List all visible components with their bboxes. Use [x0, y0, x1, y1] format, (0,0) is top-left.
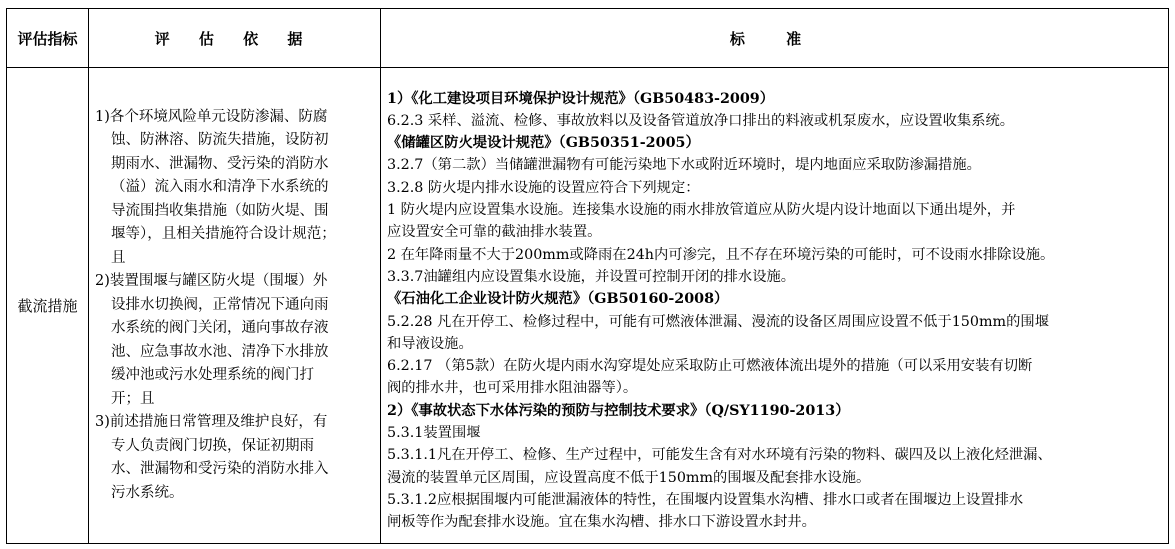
indicator-cell: 截流措施 [7, 68, 89, 544]
basis-line: 水系统的阀门关闭，通向事故存液 [111, 320, 329, 337]
basis-line: 池、应急事故水池、清净下水排放 [111, 343, 329, 360]
header-standard: 标 准 [381, 9, 1169, 68]
standard-heading: 1）《化工建设项目环境保护设计规范》（GB50483-2009） [387, 90, 775, 107]
basis-line: 开；且 [111, 390, 155, 407]
basis-line: 期雨水、泄漏物、受污染的消防水 [111, 155, 329, 172]
basis-line: 2)装置围堰与罐区防火堤（围堰）外 [95, 273, 328, 290]
table-header-row [7, 9, 1169, 68]
standard-heading: 2）《事故状态下水体污染的预防与控制技术要求》（Q/SY1190-2013） [387, 402, 850, 419]
basis-line: 1)各个环境风险单元设防渗漏、防腐 [95, 108, 328, 125]
basis-line: 堰等），且相关措施符合设计规范； [111, 226, 336, 243]
standard-line: 应设置安全可靠的截油排水装置。 [387, 224, 602, 241]
header-basis: 评 估 依 据 [89, 9, 381, 68]
standard-line: 5.2.28 凡在开停工、检修过程中，可能有可燃液体泄漏、漫流的设备区周围应设置不低于150mm的围堰 [387, 313, 1049, 330]
standard-line: 6.2.3 采样、溢流、检修、事故放料以及设备管道放净口排出的料液或机泵废水，应设置收集系统。 [387, 112, 1015, 129]
standard-line: 3.2.8 防火堤内排水设施的设置应符合下列规定： [387, 179, 700, 196]
basis-line: 且 [111, 249, 126, 266]
standard-heading: 《储罐区防火堤设计规范》（GB50351-2005） [387, 135, 700, 152]
criteria-table [6, 8, 1169, 544]
standard-line: 1 防火堤内应设置集水设施。连接集水设施的雨水排放管道应从防火堤内设计地面以下通出堤外，并 [387, 202, 1016, 219]
standard-line: 5.3.1装置围堰 [387, 424, 481, 441]
standard-line: 6.2.17 （第5款）在防火堤内雨水沟穿堤处应采取防止可燃液体流出堤外的措施（可以采用安装有切断 [387, 358, 1033, 375]
basis-line: 导流围挡收集措施（如防火堤、围 [111, 202, 329, 219]
standard-line: 和导液设施。 [387, 335, 473, 352]
table-row [7, 68, 1169, 544]
basis-line: 蚀、防淋溶、防流失措施，设防初 [111, 132, 329, 149]
standard-line: 闸板等作为配套排水设施。宜在集水沟槽、排水口下游设置水封井。 [387, 514, 816, 531]
standard-line: 漫流的装置单元区周围，应设置高度不低于150mm的围堰及配套排水设施。 [387, 469, 871, 486]
standard-line: 5.3.1.2应根据围堰内可能泄漏液体的特性，在围堰内设置集水沟槽、排水口或者在围堰边上设置排水 [387, 491, 1024, 508]
basis-line: 缓冲池或污水处理系统的阀门打 [111, 367, 314, 384]
header-indicator: 评估指标 [7, 9, 89, 68]
basis-line: 3)前述措施日常管理及维护良好，有 [95, 414, 328, 431]
basis-line: 专人负责阀门切换，保证初期雨 [111, 437, 314, 454]
standard-heading: 《石油化工企业设计防火规范》（GB50160-2008） [387, 291, 729, 308]
standard-line: 2 在年降雨量不大于200mm或降雨在24h内可渗完，且不存在环境污染的可能时，可不设雨水排除设施。 [387, 246, 1055, 263]
standard-line: 阀的排水井，也可采用排水阻油器等）。 [387, 380, 638, 397]
basis-line: 污水系统。 [111, 484, 184, 501]
standard-line: 3.2.7（第二款）当储罐泄漏物有可能污染地下水或附近环境时，堤内地面应采取防渗漏措施。 [387, 157, 981, 174]
standard-line: 3.3.7油罐组内应设置集水设施，并设置可控制开闭的排水设施。 [387, 268, 796, 285]
standard-line: 5.3.1.1凡在开停工、检修、生产过程中，可能发生含有对水环境有污染的物料、碳四及以上液化烃泄漏、 [387, 447, 1052, 464]
standard-cell [381, 68, 1169, 544]
basis-line: （溢）流入雨水和清净下水系统的 [111, 179, 329, 196]
basis-line: 水、泄漏物和受污染的消防水排入 [111, 461, 329, 478]
basis-cell [89, 68, 381, 544]
basis-line: 设排水切换阀，正常情况下通向雨 [111, 296, 329, 313]
